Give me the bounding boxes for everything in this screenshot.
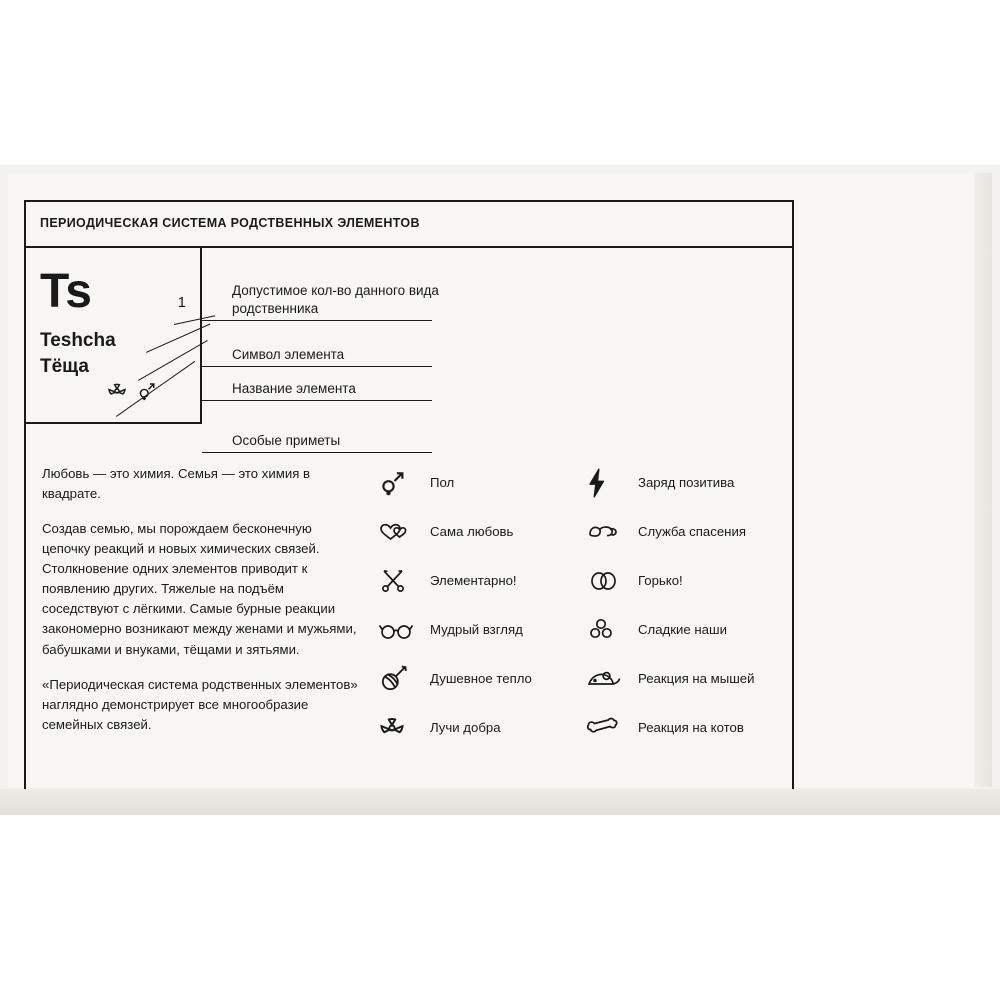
callout-underline: [202, 320, 432, 321]
callout-name-label: Название элемента: [232, 381, 356, 396]
legend-column-1: [378, 458, 558, 752]
callout-count-label: Допустимое кол-во данного вида родственника: [232, 283, 439, 317]
callout-underline: [202, 366, 432, 367]
element-sample-box: [26, 248, 202, 424]
legend-label: Сладкие наши: [638, 622, 727, 637]
callout-underline: [202, 400, 432, 401]
candy-pile-icon: [586, 617, 638, 643]
gender-icon: [378, 468, 430, 498]
periodic-table-card: [24, 200, 794, 800]
legend-label: Душевное тепло: [430, 671, 532, 686]
two-hearts-icon: [378, 519, 430, 545]
element-symbol: Ts: [40, 265, 92, 318]
legend-column-2: [586, 458, 796, 752]
legend-item: [586, 654, 796, 703]
legend-item: [586, 556, 796, 605]
legend-label: Лучи добра: [430, 720, 501, 735]
legend-item: [378, 654, 558, 703]
paragraph-3: «Периодическая система родственных элементов» наглядно демонстрирует все многообразие семейных связей.: [42, 676, 358, 732]
element-latin-name: Teshcha: [40, 330, 116, 351]
legend-item: [586, 703, 796, 752]
paragraph-1: Любовь — это химия. Семья — это химия в квадрате.: [42, 466, 310, 502]
paper-edge-shadow-bottom: [0, 789, 1000, 815]
legend-label: Реакция на котов: [638, 720, 744, 735]
paper-edge-shadow-right: [974, 173, 992, 787]
legend-item: [378, 507, 558, 556]
mouse-icon: [586, 667, 638, 691]
legend-item: [378, 458, 558, 507]
radiation-icon: [106, 380, 128, 402]
legend-label: Мудрый взгляд: [430, 622, 523, 637]
description-text: [42, 464, 362, 735]
lightning-icon: [586, 468, 638, 498]
bone-icon: [586, 716, 638, 740]
legend-label: Реакция на мышей: [638, 671, 755, 686]
yarn-ball-icon: [378, 664, 430, 694]
rings-icon: [586, 569, 638, 593]
legend-label: Сама любовь: [430, 524, 514, 539]
legend-item: [586, 507, 796, 556]
callout-symbol-label: Символ элемента: [232, 347, 345, 362]
legend-label: Заряд позитива: [638, 475, 735, 490]
card-header: [26, 202, 792, 248]
paragraph-2: Создав семью, мы порождаем бесконечную цепочку реакций и новых химических связей. Столкновение одних элементов приводит к появлению других. Тяжелые на подъём соседствуют с лёгкими. Самые бурные реакции закономерно возникают между женами и мужьями, бабушками и внуками, тёщами и зятьями.: [42, 521, 357, 657]
element-name: Тёща: [40, 356, 90, 377]
callout-underline: [202, 452, 432, 453]
paper-surface: [8, 173, 992, 787]
page-title: ПЕРИОДИЧЕСКАЯ СИСТЕМА РОДСТВЕННЫХ ЭЛЕМЕНТОВ: [40, 216, 420, 230]
radiation-icon: [378, 714, 430, 742]
lifebuoy-icon: [586, 520, 638, 544]
legend-label: Пол: [430, 475, 455, 490]
paper-sheet: [0, 165, 1000, 815]
legend-item: [378, 703, 558, 752]
legend-label: Горько!: [638, 573, 683, 588]
legend-item: [586, 605, 796, 654]
legend-item: [586, 458, 796, 507]
glasses-icon: [378, 619, 430, 641]
callout-marks-label: Особые приметы: [232, 433, 341, 448]
element-count: 1: [177, 294, 186, 311]
legend-item: [378, 556, 558, 605]
crossed-tools-icon: [378, 567, 430, 595]
legend-label: Элементарно!: [430, 573, 517, 588]
legend-item: [378, 605, 558, 654]
legend-label: Служба спасения: [638, 524, 746, 539]
